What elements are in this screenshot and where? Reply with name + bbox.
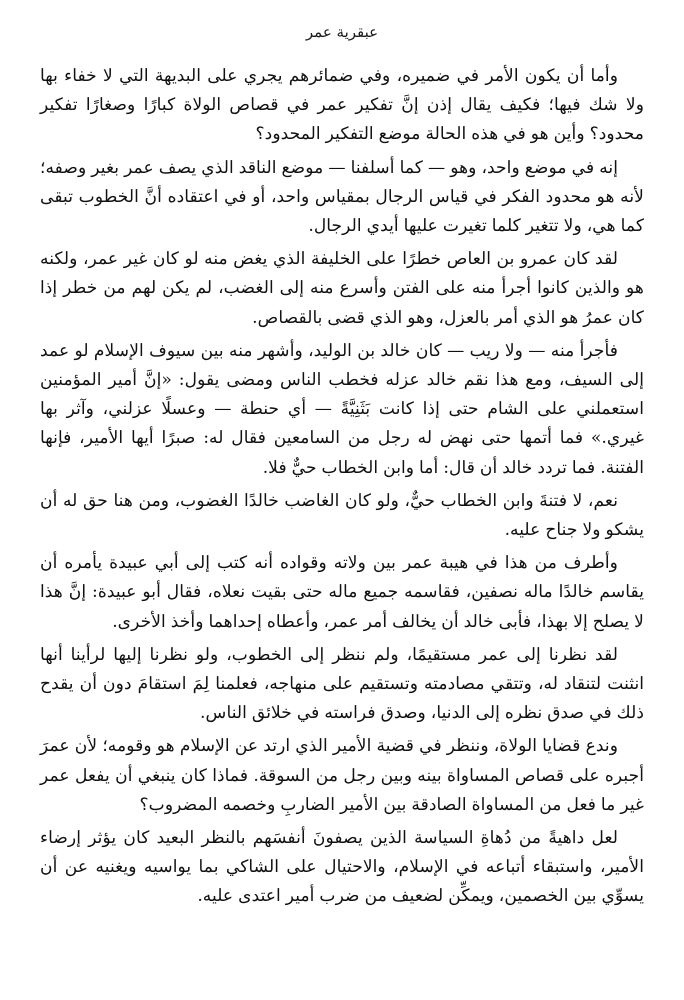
paragraph-6: وأطرف من هذا في هيبة عمر بين ولاته وقواده أنه كتب إلى أبي عبيدة يأمره أن يقاسم خالدًا ماله نصفين، فقاسمه جميع ماله حتى بقيت نعلاه، فقال أبو عبيدة: إنَّ هذا لا يصلح إلا بهذا، فأبى خالد أن يخالف أمر عمر، وأعطاه إحداهما وأخذ الأخرى. (40, 553, 644, 632)
running-header: عبقرية عمر (305, 23, 379, 41)
paragraph-1: وأما أن يكون الأمر في ضميره، وفي ضمائرهم يجري على البديهة التي لا خفاء بها ولا شك فيها؛ فكيف يقال إذن إنَّ تفكير عمر في قصاص الولاة كبارًا وصغارًا تفكير محدود؟ وأين هو في هذه الحالة موضع التفكير المحدود؟ (40, 66, 644, 145)
body-text (40, 62, 644, 912)
paragraph-4: فأجرأ منه — ولا ريب — كان خالد بن الوليد، وأشهر منه بين سيوف الإسلام لو عمد إلى السيف، ومع هذا نقم خالد عزله فخطب الناس ومضى يقول: «إنَّ أمير المؤمنين استعملني على الشام حتى إذا كانت بَثَنِيَّةً — أي حنطة — وعسلًا عزلني، وآثر بها غيري.» فما أتمها حتى نهض له رجل من السامعين فقال له: صبرًا أيها الأمير، فإنها الفتنة. فما تردد خالد أن قال: أما وابن الخطاب حيٌّ فلا. (40, 340, 644, 478)
paragraph-7: لقد نظرنا إلى عمر مستقيمًا، ولم ننظر إلى الخطوب، ولو نظرنا إليها لرأينا أنها انثنت لتنقاد له، وتتقي مصادمته وتستقيم على منهاجه، فعلمنا لِمَ استقامَ دون أن يقدح ذلك في صدق نظره إلى الدنيا، وصدق فراسته في خلائق الناس. (40, 644, 644, 724)
paragraph-3: لقد كان عمرو بن العاص خطرًا على الخليفة الذي يغض منه لو كان غير عمر، ولكنه هو والذين كانوا أجرأ منه على الفتن وأسرع منه إلى الغضب، لم يكن لهم من خطر إذا كان عمرُ هو الذي أمر بالعزل، وهو الذي قضى بالقصاص. (40, 249, 644, 328)
paragraph-8: وندع قضايا الولاة، وننظر في قضية الأمير الذي ارتد عن الإسلام هو وقومه؛ لأن عمرَ أجبره على قصاص المساواة بينه وبين رجل من السوقة. فماذا كان ينبغي أن يفعل عمر غير ما فعل من المساواة الصادقة بين الأمير الضاربِ وخصمه المضروب؟ (40, 736, 644, 815)
paragraph-5: نعم، لا فتنةَ وابن الخطاب حيٌّ، ولو كان الغاضب خالدًا الغضوب، ومن هنا حق له أن يشكو ولا جناح عليه. (40, 490, 644, 541)
paragraph-9: لعل داهيةً من دُهاةِ السياسة الذين يصفونَ أنفسَهم بالنظر البعيد كان يؤثر إرضاء الأمير، واستبقاء أتباعه في الإسلام، والاحتيال على الشاكي بما يواسيه ويغنيه عن أن يسوِّي بين الخصمين، ويمكِّن لضعيف من ضرب أمير اعتدى عليه. (40, 828, 644, 907)
paragraph-2: إنه في موضع واحد، وهو — كما أسلفنا — موضع الناقد الذي يصف عمر بغير وصفه؛ لأنه هو محدود الفكر في قياس الرجال بمقياس واحد، أو في اعتقاده أنَّ الخطوب تبقى كما هي، ولا تتغير كلما تغيرت عليها أيدي الرجال. (40, 157, 644, 237)
